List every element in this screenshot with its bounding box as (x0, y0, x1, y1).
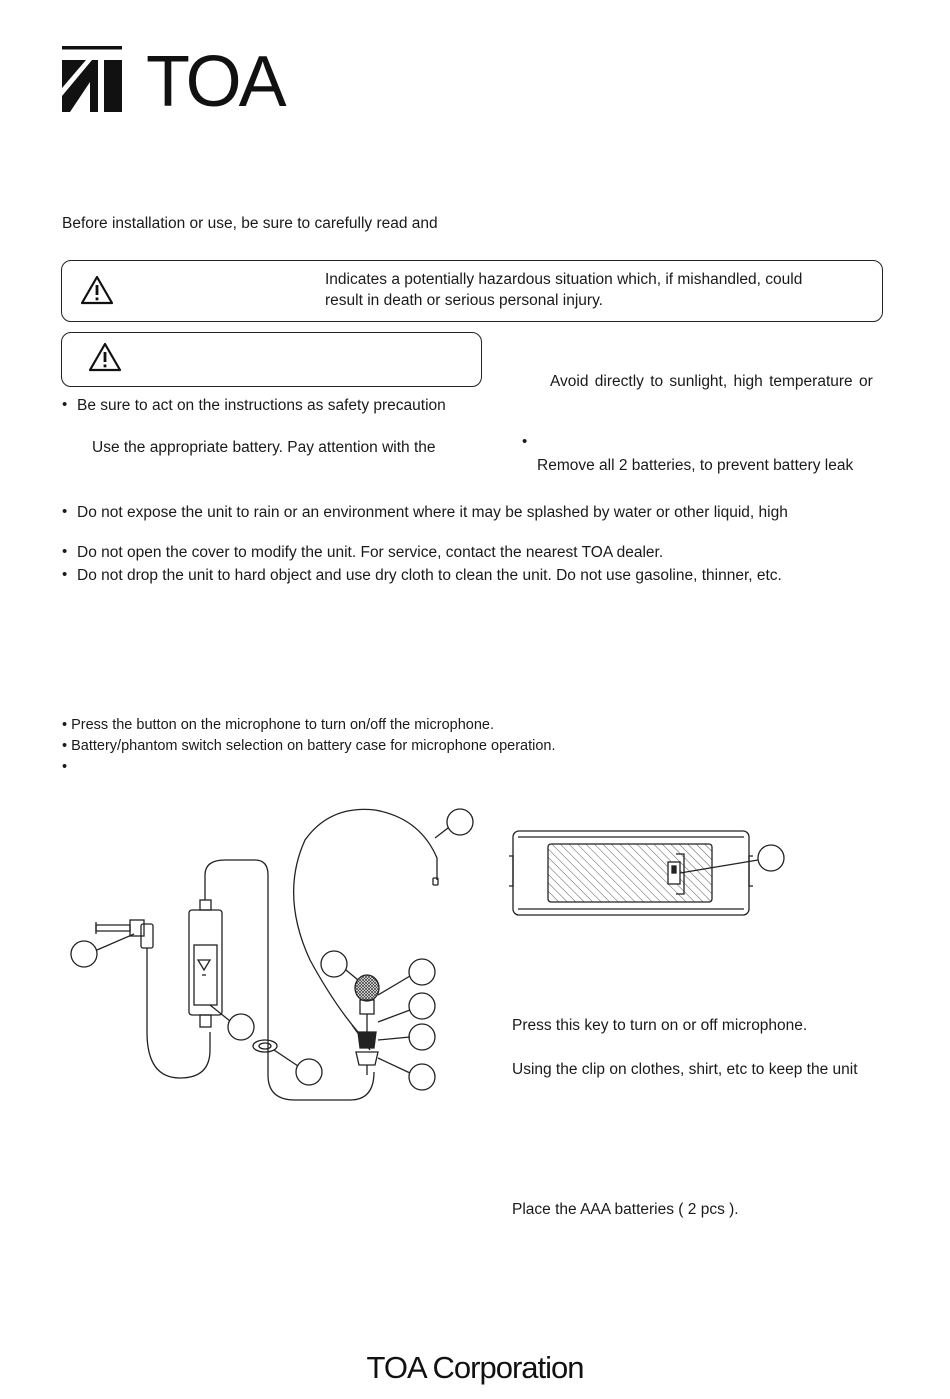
battery-case-diagram (508, 826, 798, 921)
warning-triangle-icon (80, 275, 114, 305)
warning-text-line1: Indicates a potentially hazardous situation which, if mishandled, could (325, 271, 803, 288)
caution-box (61, 332, 482, 387)
bullet-dot: • (62, 503, 68, 520)
footer-corporation: TOA Corporation (366, 1350, 584, 1385)
warning-text-line2: result in death or serious personal injury. (325, 292, 603, 309)
caution-triangle-icon (88, 342, 122, 372)
operation-press-button: • Press the button on the microphone to turn on/off the microphone. (62, 717, 495, 733)
logo-wordmark: TOA (146, 42, 284, 122)
bullet-dot: • (62, 543, 68, 560)
operation-switch-selection: • Battery/phantom switch selection on battery case for microphone operation. (62, 738, 556, 754)
microphone-diagram (60, 800, 480, 1110)
desc-key: Press this key to turn on or off microphone. (512, 1017, 808, 1034)
safety-act-instructions: Be sure to act on the instructions as safety precaution (77, 397, 446, 414)
bullet-dot: • (522, 433, 528, 450)
safety-no-drop: Do not drop the unit to hard object and use dry cloth to clean the unit. Do not use gasoline, thinner, etc. (77, 567, 782, 584)
bullet-dot: • (62, 566, 68, 583)
safety-battery-attention: Use the appropriate battery. Pay attention with the (92, 439, 436, 456)
safety-no-rain: Do not expose the unit to rain or an environment where it may be splashed by water or other liquid, high (77, 504, 788, 521)
safety-no-open-cover: Do not open the cover to modify the unit. For service, contact the nearest TOA dealer. (77, 544, 664, 561)
intro-text: Before installation or use, be sure to carefully read and (62, 215, 438, 232)
operation-empty-bullet: • (62, 759, 68, 775)
safety-remove-batteries: Remove all 2 batteries, to prevent battery leak (537, 457, 854, 474)
safety-avoid-sunlight: Avoid directly to sunlight, high temperature or (550, 373, 873, 390)
desc-clip: Using the clip on clothes, shirt, etc to keep the unit (512, 1061, 858, 1078)
bullet-dot: • (62, 396, 68, 413)
desc-batteries: Place the AAA batteries ( 2 pcs ). (512, 1201, 739, 1218)
